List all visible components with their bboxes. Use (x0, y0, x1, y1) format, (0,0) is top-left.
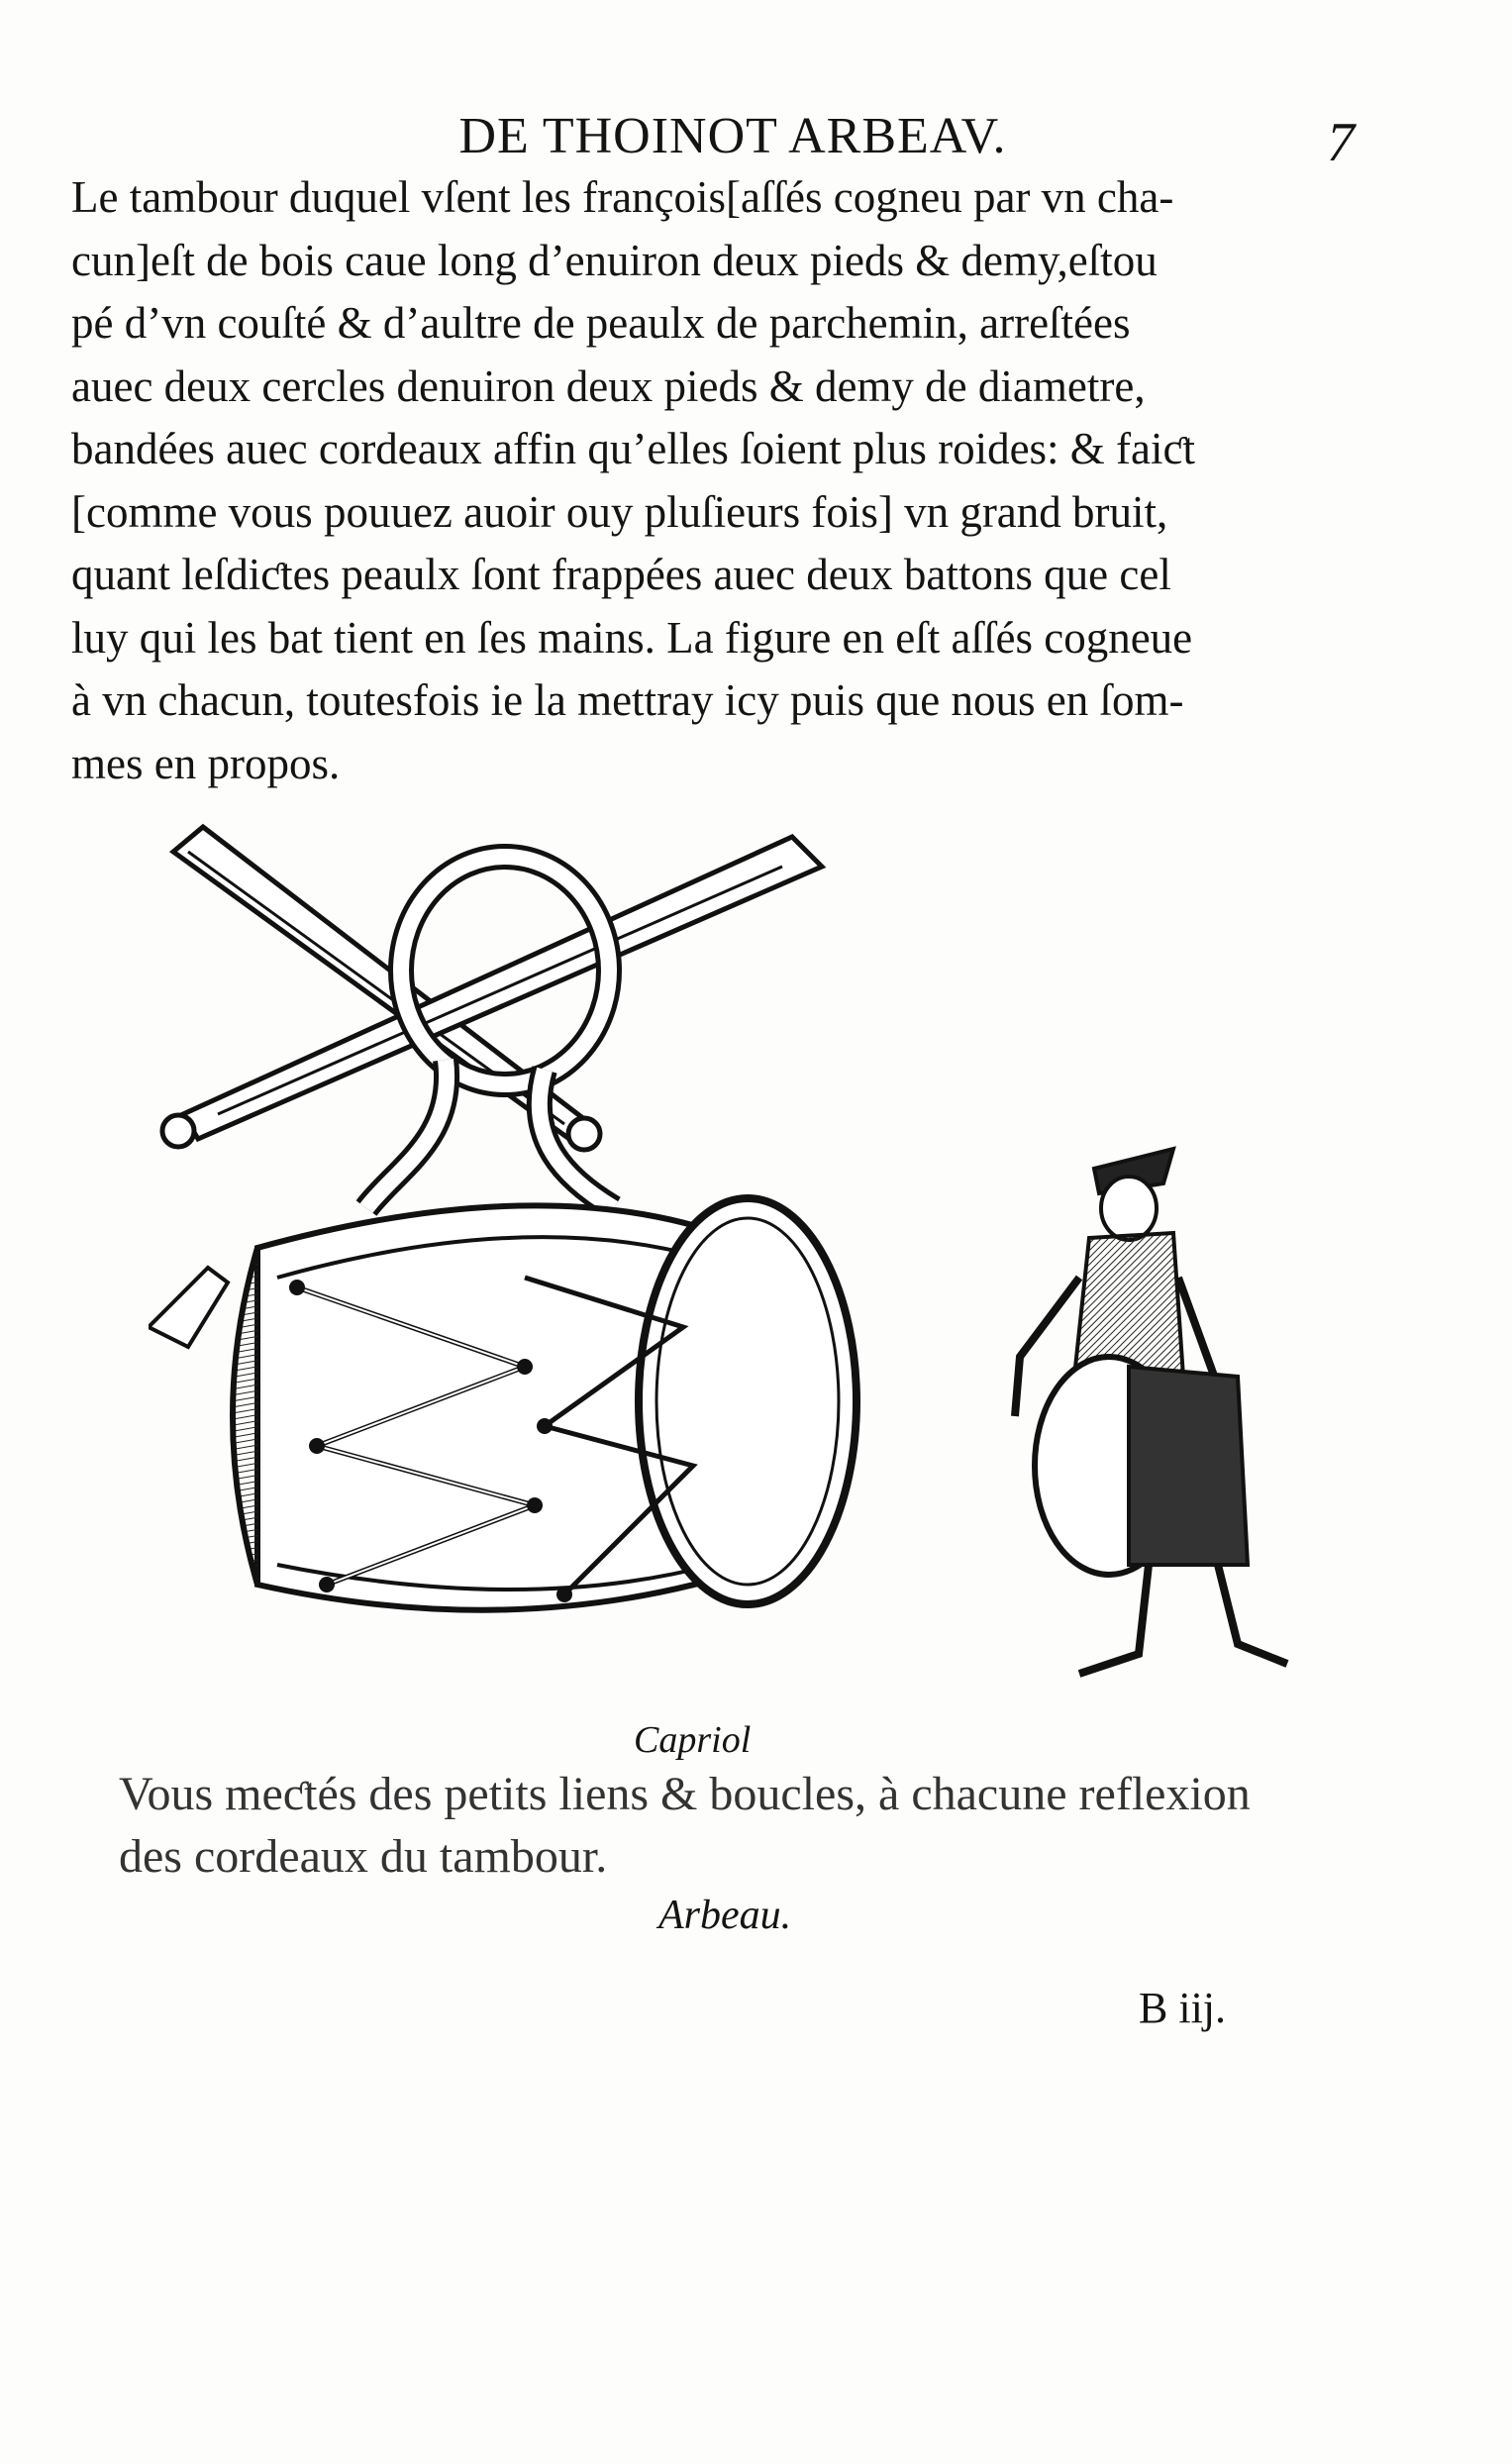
drum-body (233, 1198, 857, 1610)
text-line: luy qui les bat tient en ſes mains. La figure en eſt aſſés cogneue (71, 612, 1193, 663)
text-line: auec deux cercles denuiron deux pieds & demy de diametre, (71, 360, 1146, 411)
body-paragraph (71, 166, 1398, 795)
text-line: cun]eſt de bois caue long d’enuiron deux pieds & demy,eſtou (71, 235, 1158, 285)
running-head: DE THOINOT ARBEAV. (458, 108, 1007, 164)
drummer-woodcut-illustration (1000, 1129, 1297, 1684)
page-number: 7 (1327, 112, 1355, 173)
text-line: bandées auec cordeaux affin qu’elles ſoient plus roides: & faiƈt (71, 424, 1195, 473)
figure-note (119, 1763, 1406, 1888)
text-line: à vn chacun, toutesfois ie la mettray icy puis que nous en ſom- (71, 675, 1184, 725)
drum-woodcut-illustration (149, 812, 931, 1694)
figure-caption: Capriol (634, 1719, 752, 1761)
note-line: Vous meƈtés des petits liens & boucles, à chacune reflexion (119, 1768, 1251, 1820)
note-line: des cordeaux du tambour. (119, 1830, 608, 1883)
text-line: [comme vous pouuez auoir ouy pluſieurs fois] vn grand bruit, (71, 486, 1168, 537)
text-line: mes en propos. (71, 738, 341, 788)
signature-mark: B iij. (1139, 1984, 1227, 2032)
text-line: Le tambour duquel vſent les françois[aſſés cogneu par vn cha- (71, 172, 1174, 222)
text-line: pé d’vn couſté & d’aultre de peaulx de parchemin, arreſtées (71, 298, 1131, 348)
speaker-name: Arbeau. (658, 1893, 792, 1938)
text-line: quant leſdiƈtes peaulx ſont frappées auec deux battons que cel (71, 550, 1171, 599)
